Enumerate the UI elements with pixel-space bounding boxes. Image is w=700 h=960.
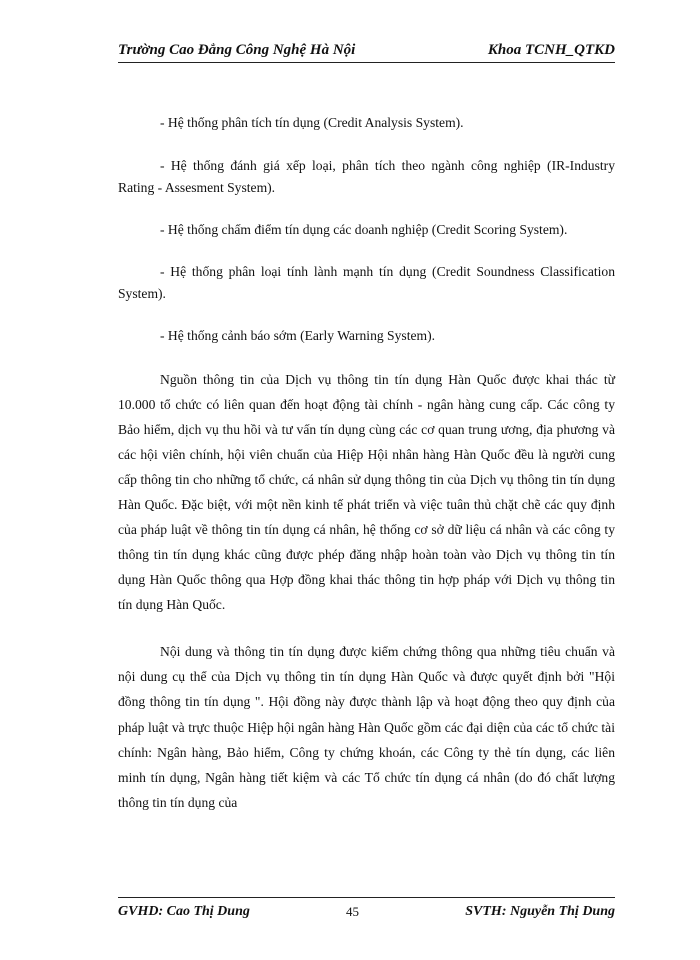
page-number: 45 [346,904,359,919]
header-department: Khoa TCNH_QTKD [487,42,615,58]
list-item-credit-soundness: - Hệ thống phân loại tính lành mạnh tín dụng (Credit Soundness Classification System). [118,264,615,301]
list-item-credit-analysis: - Hệ thống phân tích tín dụng (Credit Analysis System). [160,115,464,130]
paragraph-verification: Nội dung và thông tin tín dụng được kiểm chứng thông qua những tiêu chuẩn và nội dung cụ thể của Dịch vụ thông tin tín dụng Hàn Quốc và được quyết định bởi "Hội đồng thông tin tín dụng ". Hội đồng này được thành lập và hoạt động theo quy định của pháp luật và trực thuộc Hiệp hội ngân hàng Hàn Quốc gồm các đại diện của các tổ chức tài chính: Ngân hàng, Bảo hiểm, Công ty chứng khoán, các Công ty thẻ tín dụng, các liên minh tín dụng, Ngân hàng tiết kiệm và các Tổ chức tín dụng cá nhân (do đó chất lượng thông tin tín dụng của [118,644,615,811]
list-item-industry-rating: - Hệ thống đánh giá xếp loại, phân tích theo ngành công nghiệp (IR-Industry Rating - Assesment System). [118,158,615,195]
list-item-credit-scoring: - Hệ thống chấm điểm tín dụng các doanh nghiệp (Credit Scoring System). [160,222,568,237]
header-school: Trường Cao Đẳng Công Nghệ Hà Nội [118,42,356,58]
footer-advisor: GVHD: Cao Thị Dung [118,904,250,919]
list-item-early-warning: - Hệ thống cảnh báo sớm (Early Warning System). [160,328,436,343]
page-header [118,40,615,63]
footer-student: SVTH: Nguyễn Thị Dung [465,904,615,919]
paragraph-information-sources: Nguồn thông tin của Dịch vụ thông tin tín dụng Hàn Quốc được khai thác từ 10.000 tổ chức có liên quan đến hoạt động tài chính - ngân hàng cung cấp. Các công ty Bảo hiểm, dịch vụ thu hồi và tư vấn tín dụng cùng các cơ quan trung ương, địa phương và các hội viên chính, hội viên chuẩn của Hiệp Hội nhân hàng Hàn Quốc đều là người cung cấp thông tin cho những tổ chức, cá nhân sử dụng thông tin của Dịch vụ thông tin tín dụng Hàn Quốc. Đặc biệt, với một nền kinh tế phát triển và việc tuân thủ chặt chẽ các quy định của pháp luật về thông tin tín dụng cá nhân, hệ thống cơ sở dữ liệu cá nhân và các công ty thông tin tín dụng khác cũng được phép đăng nhập hoàn toàn vào Dịch vụ thông tin tín dụng Hàn Quốc thông qua Hợp đồng khai thác thông tin hợp pháp với Dịch vụ thông tin tín dụng Hàn Quốc. [118,372,615,612]
page-body [118,112,615,837]
page-footer [118,897,615,925]
